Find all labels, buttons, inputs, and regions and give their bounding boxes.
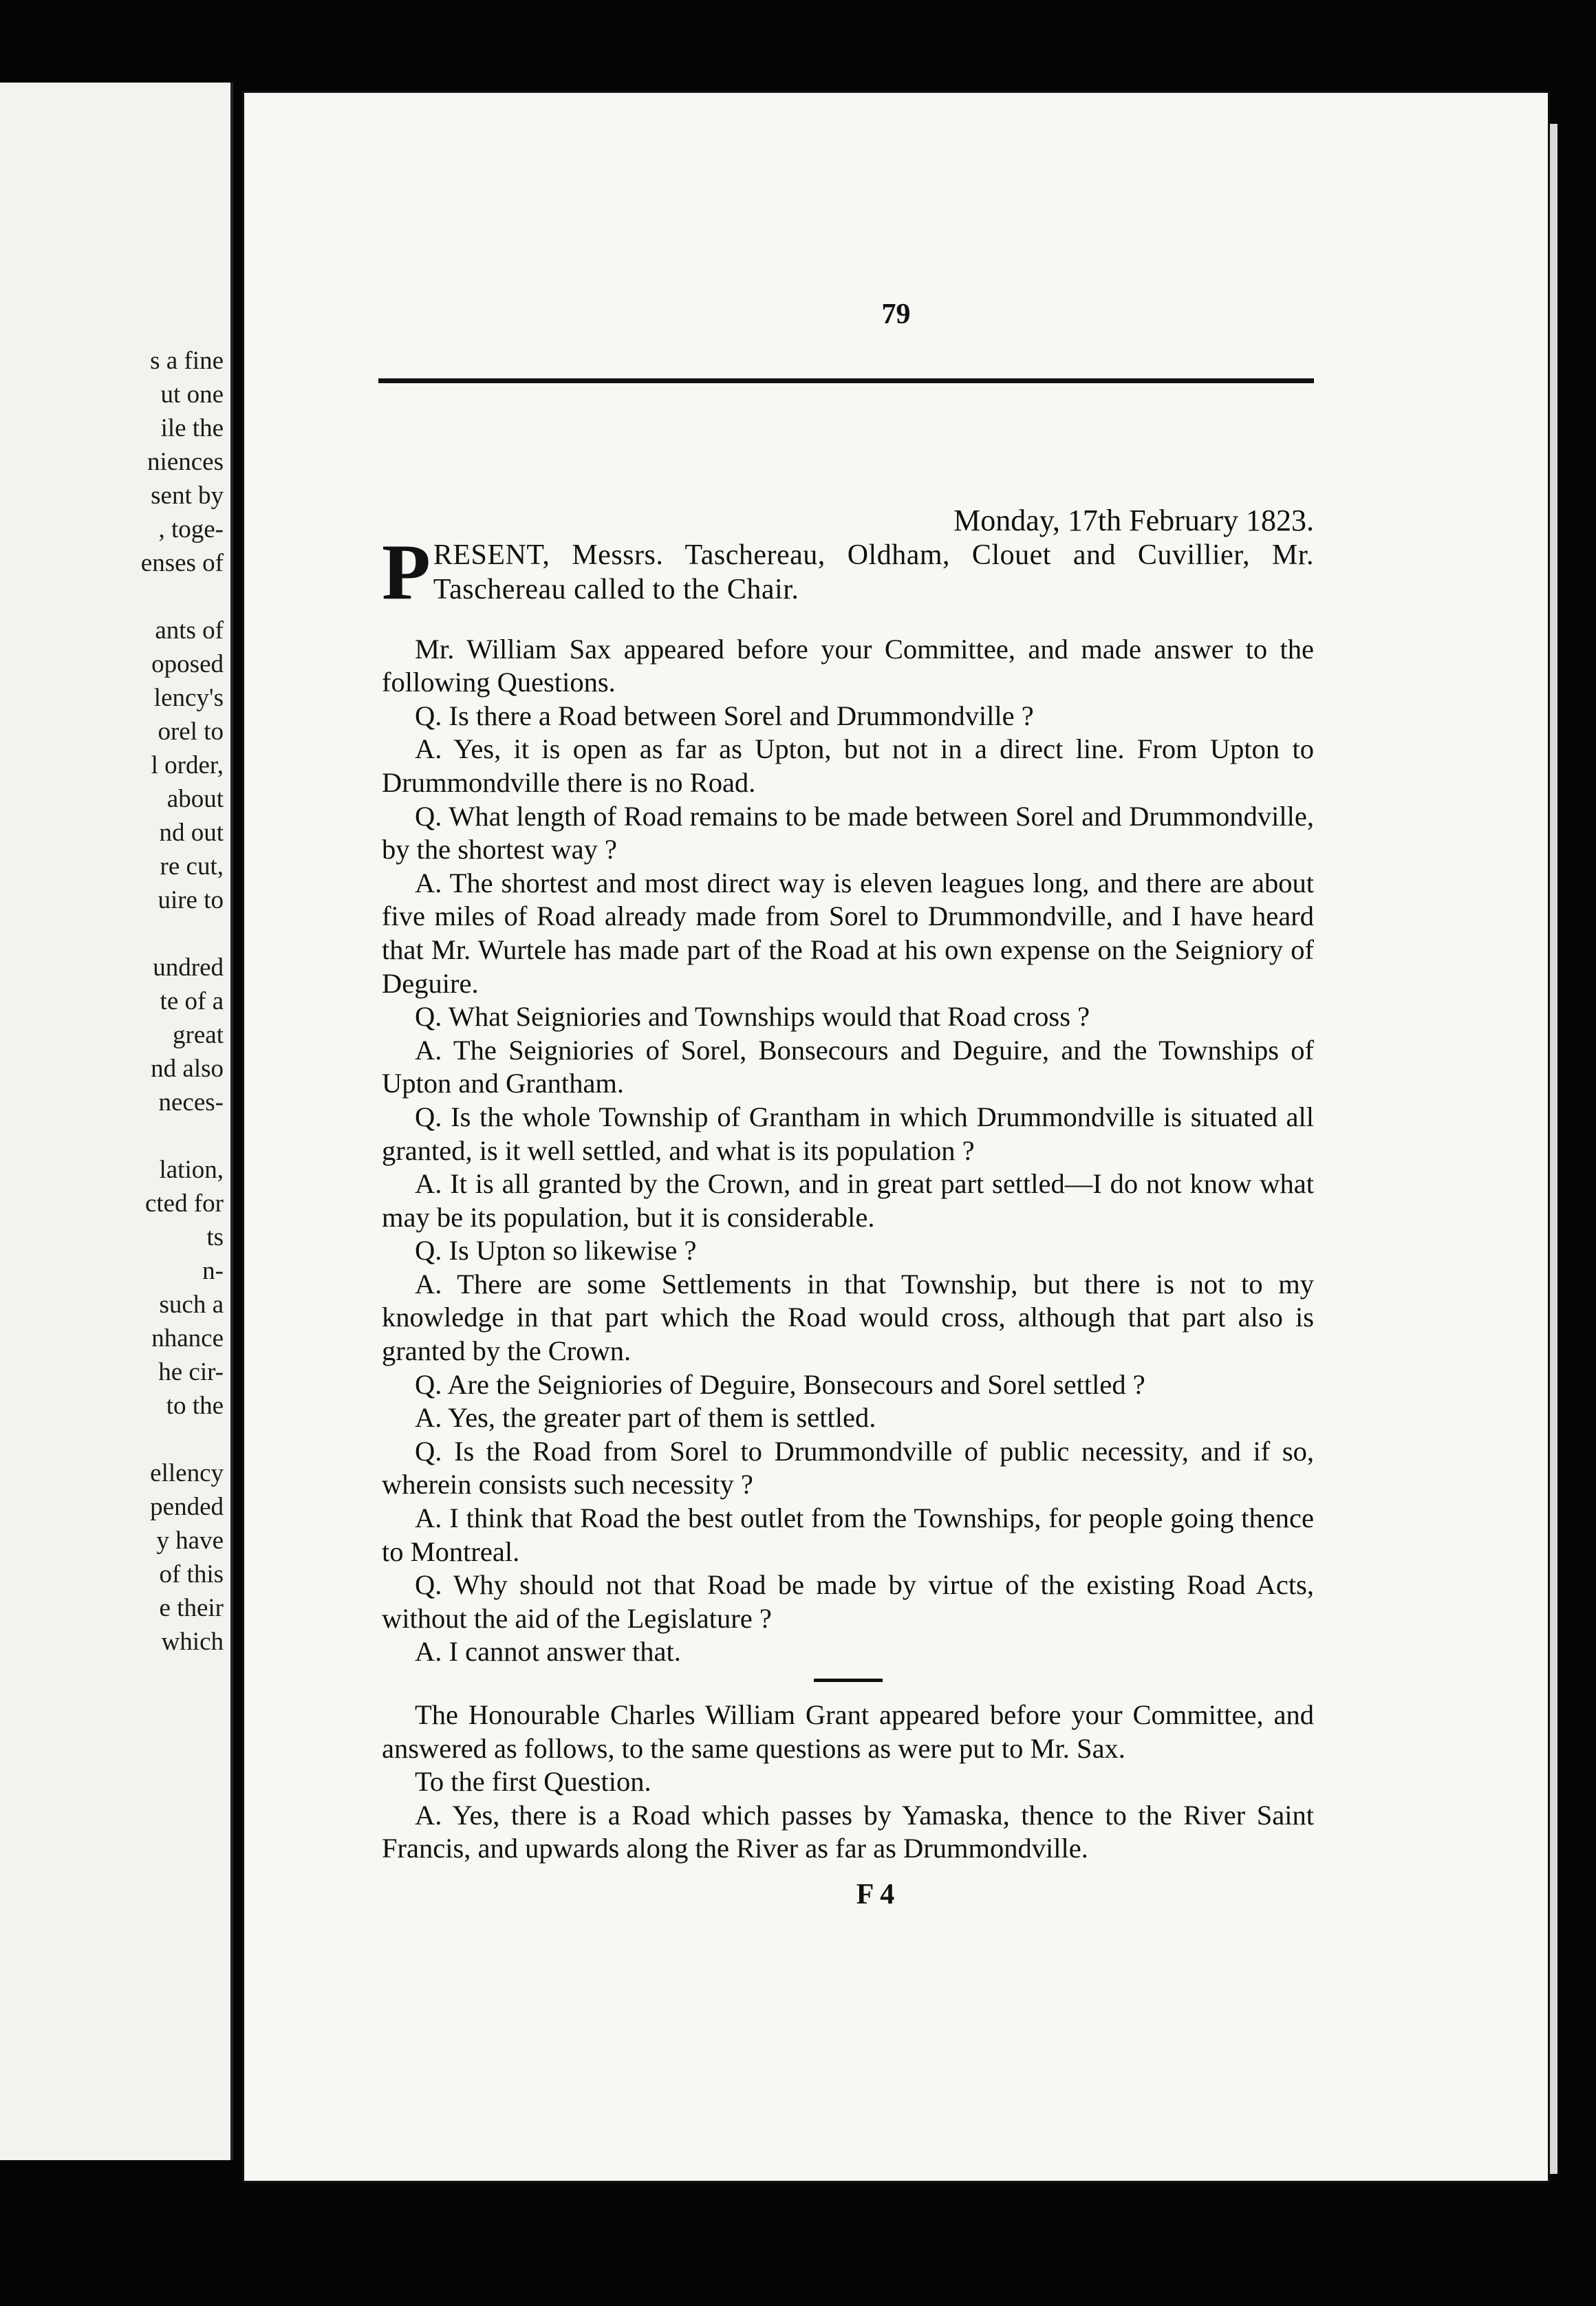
left-fragment-line: he cir- xyxy=(158,1358,224,1386)
left-fragment-line: enses of xyxy=(140,549,224,577)
left-fragment-line: , toge- xyxy=(158,515,224,543)
left-fragment-line: cted for xyxy=(144,1189,224,1218)
left-fragment-line: re cut, xyxy=(160,852,224,881)
drop-cap: P xyxy=(382,528,431,616)
qa-entry: A. I think that Road the best outlet from the Townships, for people going thence to Montreal. xyxy=(382,1502,1314,1567)
left-fragment-line: such a xyxy=(159,1291,224,1319)
document-page xyxy=(244,93,1548,2181)
qa-entry: Q. Is the Road from Sorel to Drummondville of public necessity, and if so, wherein consists such necessity ? xyxy=(382,1435,1314,1500)
left-fragment-line: sent by xyxy=(151,482,224,510)
qa-entry: A. Yes, the greater part of them is settled. xyxy=(415,1402,876,1434)
qa-entry: A. Yes, it is open as far as Upton, but not in a direct line. From Upton to Drummondville there is no Road. xyxy=(382,733,1314,798)
qa-entry: Q. Is Upton so likewise ? xyxy=(415,1235,697,1267)
qa-entry: Q. Why should not that Road be made by virtue of the existing Road Acts, without the aid of the Legislature ? xyxy=(382,1569,1314,1634)
qa-entry: Q. What length of Road remains to be made between Sorel and Drummondville, by the shortest way ? xyxy=(382,800,1314,865)
left-fragment-line: about xyxy=(166,785,224,813)
left-fragment-line: to the xyxy=(166,1392,224,1420)
left-fragment-line: nhance xyxy=(151,1324,224,1353)
qa-entry: A. The shortest and most direct way is eleven leagues long, and there are about five miles of Road already made from Sorel to Drummondville, and I have heard that Mr. Wurtele has made part of the Road at his own expense on the Seigniory of Deguire. xyxy=(382,867,1314,999)
qa-grant-list xyxy=(382,1765,1314,1866)
left-fragment-line: n- xyxy=(202,1257,224,1285)
intro-sax: Mr. William Sax appeared before your Committee, and made answer to the following Questions. xyxy=(382,633,1314,698)
left-fragment-line: s a fine xyxy=(150,347,224,375)
left-fragment-line: lation, xyxy=(159,1156,224,1184)
qa-entry: To the first Question. xyxy=(415,1766,651,1798)
left-fragment-line: e their xyxy=(159,1594,224,1622)
left-fragment-line: ellency xyxy=(150,1459,224,1487)
left-fragment-line: nd out xyxy=(159,819,224,847)
left-fragment-line: te of a xyxy=(160,987,224,1015)
left-fragment-line: niences xyxy=(147,448,224,476)
left-fragment-line: undred xyxy=(153,953,224,982)
qa-entry: Q. Is the whole Township of Grantham in which Drummondville is situated all granted, is it well settled, and what is its population ? xyxy=(382,1101,1314,1166)
left-fragment-line: which xyxy=(161,1628,224,1656)
left-fragment-line: great xyxy=(173,1021,224,1049)
previous-page-fragment xyxy=(0,83,233,2160)
qa-entry: A. Yes, there is a Road which passes by Yamaska, thence to the River Saint Francis, and upwards along the River as far as Drummondville. xyxy=(382,1799,1314,1864)
signature-mark: F 4 xyxy=(856,1878,895,1910)
left-fragment-line: nd also xyxy=(151,1055,224,1083)
page-body xyxy=(382,416,1314,1912)
qa-entry: Q. What Seigniories and Townships would that Road cross ? xyxy=(415,1001,1090,1033)
header-rule xyxy=(378,378,1314,383)
left-fragment-line: y have xyxy=(156,1527,224,1555)
left-fragment-line: orel to xyxy=(158,718,224,746)
left-fragment-line: l order, xyxy=(151,751,224,779)
qa-entry: A. The Seigniories of Sorel, Bonsecours and Deguire, and the Townships of Upton and Grantham. xyxy=(382,1034,1314,1099)
qa-entry: A. There are some Settlements in that Township, but there is not to my knowledge in that part which the Road would cross, although that part also is granted by the Crown. xyxy=(382,1268,1314,1367)
present-paragraph xyxy=(382,528,1314,616)
left-fragment-line: of this xyxy=(159,1560,224,1588)
page-number: 79 xyxy=(881,299,911,330)
left-fragment-line: ants of xyxy=(155,616,224,645)
left-fragment-line: ile the xyxy=(160,414,224,442)
left-fragment-line: uire to xyxy=(158,886,224,914)
intro-grant: The Honourable Charles William Grant appeared before your Committee, and answered as follows, to the same questions as were put to Mr. Sax. xyxy=(382,1699,1314,1764)
left-fragment-line: neces- xyxy=(158,1088,224,1117)
qa-entry: A. It is all granted by the Crown, and in great part settled—I do not know what may be its population, but it is considerable. xyxy=(382,1168,1314,1233)
left-fragment-line: pended xyxy=(150,1493,224,1521)
left-fragment-line: lency's xyxy=(153,684,224,712)
qa-entry: Q. Is there a Road between Sorel and Drummondville ? xyxy=(415,700,1034,731)
left-fragment-line: oposed xyxy=(151,650,224,678)
qa-entry: Q. Are the Seigniories of Deguire, Bonsecours and Sorel settled ? xyxy=(415,1368,1145,1400)
date-line: Monday, 17th February 1823. xyxy=(953,504,1314,537)
present-text: RESENT, Messrs. Taschereau, Oldham, Clouet and Cuvillier, Mr. Taschereau called to the Chair. xyxy=(433,539,1314,605)
section-divider xyxy=(814,1679,883,1682)
left-fragment-line: ts xyxy=(206,1223,224,1251)
qa-entry: A. I cannot answer that. xyxy=(415,1636,681,1668)
left-fragment-line: ut one xyxy=(160,380,224,409)
qa-sax-list xyxy=(382,700,1314,1669)
